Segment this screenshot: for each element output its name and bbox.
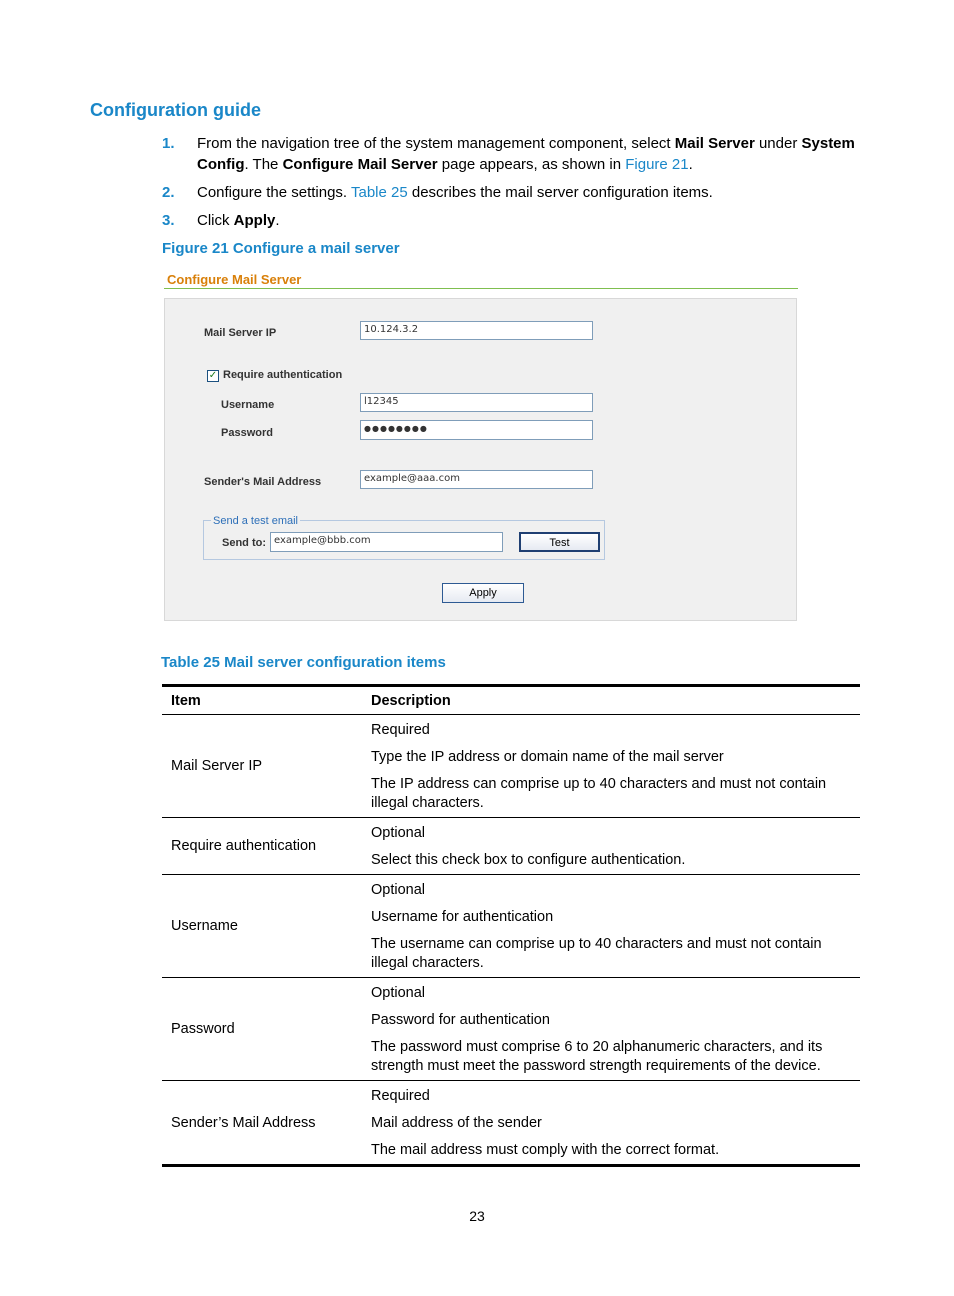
table-cell-item: Username <box>171 918 238 934</box>
require-auth-label: Require authentication <box>223 369 343 381</box>
table-header-row <box>162 687 860 715</box>
step-number: 3. <box>162 212 175 229</box>
step-text: under <box>754 135 802 152</box>
table-cell-description <box>371 875 860 977</box>
table-cell-item: Sender’s Mail Address <box>171 1114 316 1131</box>
step-item <box>162 133 872 175</box>
description-line: The password must comprise 6 to 20 alphanumeric characters, and its strength must meet the password strength requirements of the device. <box>371 1039 823 1074</box>
table-cell-description <box>371 1081 860 1164</box>
step-number: 2. <box>162 184 175 201</box>
step-text: describes the mail server configuration items. <box>407 184 713 201</box>
figure-caption: Figure 21 Configure a mail server <box>162 240 400 257</box>
send-to-input[interactable]: example@bbb.com <box>270 532 503 552</box>
description-line: Mail address of the sender <box>371 1115 542 1131</box>
mail-server-ip-label: Mail Server IP <box>204 327 277 339</box>
step-text: Click <box>197 212 234 229</box>
step-text: From the navigation tree of the system management component, select <box>197 135 675 152</box>
header-description: Description <box>371 692 451 709</box>
table-row <box>162 818 860 875</box>
cross-reference-link[interactable]: Table 25 <box>350 184 408 201</box>
step-emphasis: Mail Server <box>674 135 755 152</box>
header-item: Item <box>171 692 201 709</box>
description-line: Required <box>371 722 430 738</box>
description-line: The IP address can comprise up to 40 characters and must not contain illegal characters. <box>371 776 827 811</box>
table-row <box>162 978 860 1081</box>
table-cell-description <box>371 818 860 874</box>
description-line: Select this check box to configure authentication. <box>371 852 686 868</box>
step-emphasis: Configure Mail Server <box>282 156 438 173</box>
description-line: The mail address must comply with the correct format. <box>371 1142 720 1158</box>
require-auth-checkbox[interactable]: ✓ <box>208 370 218 381</box>
step-text: . <box>275 212 280 229</box>
section-heading: Configuration guide <box>90 100 261 120</box>
table-row <box>162 715 860 818</box>
table-cell-description <box>371 715 860 817</box>
table-cell-description <box>371 978 860 1080</box>
username-label: Username <box>221 399 275 411</box>
table-cell-item: Mail Server IP <box>171 758 263 774</box>
test-email-legend: Send a test email <box>213 515 298 527</box>
sender-address-label: Sender's Mail Address <box>204 476 322 488</box>
apply-button[interactable]: Apply <box>442 583 524 603</box>
username-input[interactable]: l12345 <box>360 393 593 412</box>
description-line: Username for authentication <box>371 909 554 925</box>
password-input[interactable]: ●●●●●●●● <box>360 420 593 440</box>
step-text: . <box>688 156 693 173</box>
send-to-label: Send to: <box>222 537 266 549</box>
step-number: 1. <box>162 135 175 152</box>
step-item <box>162 210 872 231</box>
step-emphasis: Apply <box>233 212 276 229</box>
table-cell-item: Password <box>171 1021 235 1037</box>
description-line: Required <box>371 1088 430 1104</box>
test-button[interactable]: Test <box>519 532 600 552</box>
password-label: Password <box>221 427 273 439</box>
table-row <box>162 875 860 978</box>
description-line: Optional <box>371 882 426 898</box>
description-line: The username can comprise up to 40 characters and must not contain illegal characters. <box>371 936 822 971</box>
config-items-table <box>162 684 860 1167</box>
mail-server-ip-input[interactable]: 10.124.3.2 <box>360 321 593 340</box>
description-line: Optional <box>371 985 426 1001</box>
step-text: Configure the settings. <box>197 184 351 201</box>
step-text: . The <box>244 156 283 173</box>
step-emphasis: System Config <box>197 135 855 173</box>
sender-address-input[interactable]: example@aaa.com <box>360 470 593 489</box>
table-caption: Table 25 Mail server configuration items <box>161 654 446 671</box>
steps-list <box>162 133 872 238</box>
figure-title-divider <box>164 288 798 289</box>
step-text: page appears, as shown in <box>437 156 626 173</box>
table-row <box>162 1081 860 1167</box>
figure-page-title: Configure Mail Server <box>167 272 302 287</box>
description-line: Optional <box>371 825 426 841</box>
page-number: 23 <box>469 1208 485 1224</box>
table-cell-item: Require authentication <box>171 838 317 854</box>
cross-reference-link[interactable]: Figure 21 <box>625 156 689 173</box>
description-line: Password for authentication <box>371 1012 550 1028</box>
step-item <box>162 182 872 203</box>
mail-server-form-panel <box>164 298 797 621</box>
description-line: Type the IP address or domain name of the mail server <box>371 749 724 765</box>
